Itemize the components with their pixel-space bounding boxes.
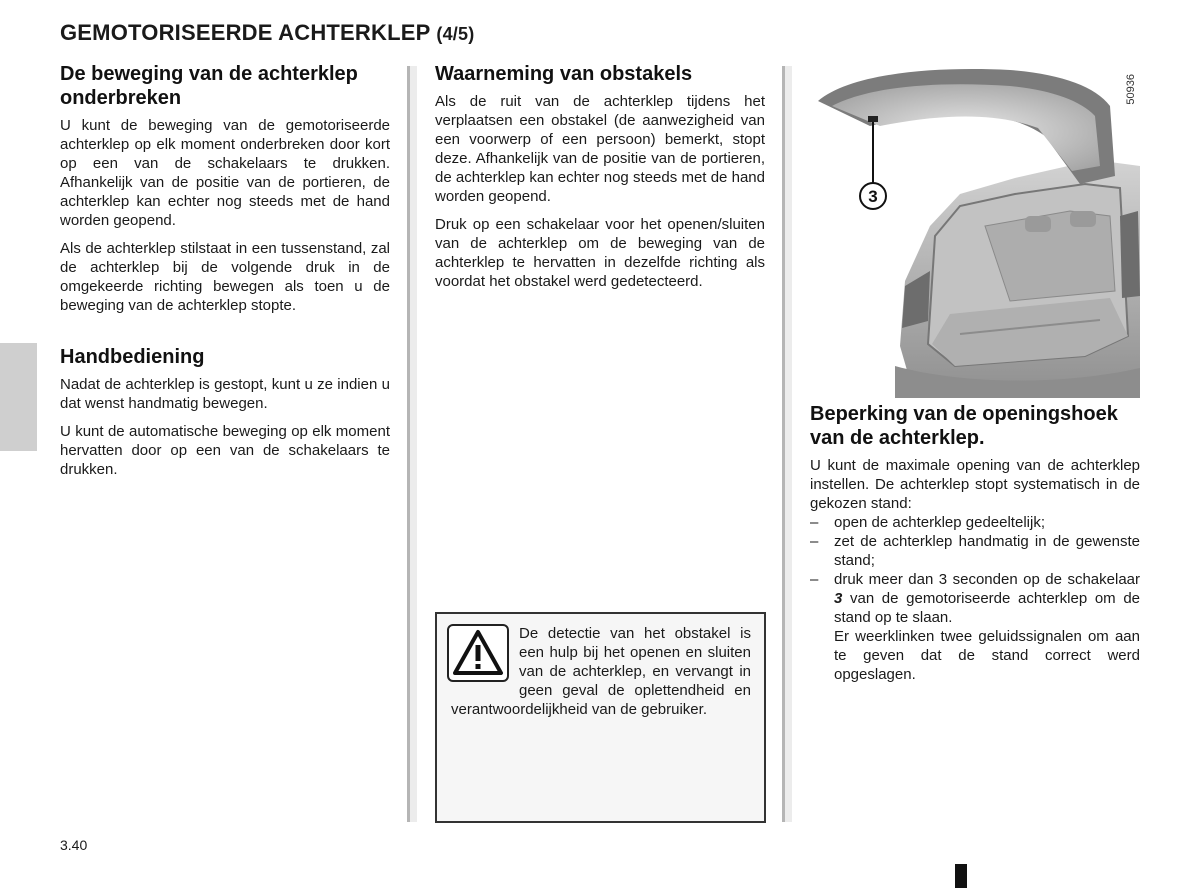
warning-box [435, 612, 766, 823]
section-heading-interrupt: De beweging van de achterklep onderbreken [60, 63, 358, 109]
list-item: – open de achterklep gedeeltelijk; [810, 514, 1045, 531]
page-title-text: GEMOTORISEERDE ACHTERKLEP [60, 20, 431, 45]
section-heading-manual: Handbediening [60, 346, 205, 368]
steps-list [810, 513, 1140, 684]
paragraph: U kunt de automatische beweging op elk moment hervatten door op een van de schakelaars te drukken. [60, 423, 390, 478]
column-right [810, 402, 1140, 684]
page-title-counter: (4/5) [436, 24, 475, 44]
chapter-tab [0, 343, 37, 451]
paragraph: U kunt de beweging van de gemotoriseerde achterklep op elk moment onderbreken door kort op een van de schakelaars te drukken. Afhankelijk van de positie van de portieren, de achterklep kan echter nog steeds met de hand worden geopend. [60, 117, 390, 229]
paragraph: Als de achterklep stilstaat in een tussenstand, zal de achterklep bij de volgende druk in de omgekeerde richting bewegen als toen u de beweging van de achterklep stopte. [60, 240, 390, 314]
list-item: – druk meer dan 3 seconden op de schakelaar 3 van de gemotoriseerde achterklep om de stand op te slaan. Er weerklinken twee geluidssignalen om aan te geven dat de stand correct werd opgeslagen. [810, 571, 1140, 683]
corner-mark [955, 864, 967, 888]
section-heading-obstacles: Waarneming van obstakels [435, 63, 693, 85]
section-heading-opening-angle: Beperking van de openingshoek van de achterklep. [810, 403, 1118, 449]
figure-code: 50936 [1125, 74, 1137, 105]
column-separator-right [782, 66, 792, 822]
tailgate-illustration [810, 66, 1140, 398]
page-number: 3.40 [60, 837, 88, 853]
paragraph: Druk op een schakelaar voor het openen/sluiten van de achterklep om de beweging van de achterklep te hervatten in dezelfde richting als voordat het obstakel werd gedetecteerd. [435, 216, 765, 290]
column-middle [435, 62, 765, 300]
paragraph: Nadat de achterklep is gestopt, kunt u ze indien u dat wenst handmatig bewegen. [60, 376, 390, 412]
page-title [60, 20, 474, 46]
paragraph: U kunt de maximale opening van de achterklep instellen. De achterklep stopt systematisch in de gekozen stand: [810, 457, 1140, 512]
warning-text: De detectie van het obstakel is een hulp bij het openen en sluiten van de achterklep, en vervangt in geen geval de oplettendheid en verantwoordelijkheid van de gebruiker. [451, 625, 751, 718]
list-item: – zet de achterklep handmatig in de gewenste stand; [810, 533, 1140, 569]
column-left [60, 62, 390, 488]
paragraph: Als de ruit van de achterklep tijdens het verplaatsen een obstakel (de aanwezigheid van een voorwerp of een persoon) bemerkt, stopt deze. Afhankelijk van de positie van de portieren, de achterklep kan echter nog steeds met de hand worden geopend. [435, 93, 765, 205]
callout-number: 3 [868, 187, 878, 206]
column-separator-left [407, 66, 417, 822]
